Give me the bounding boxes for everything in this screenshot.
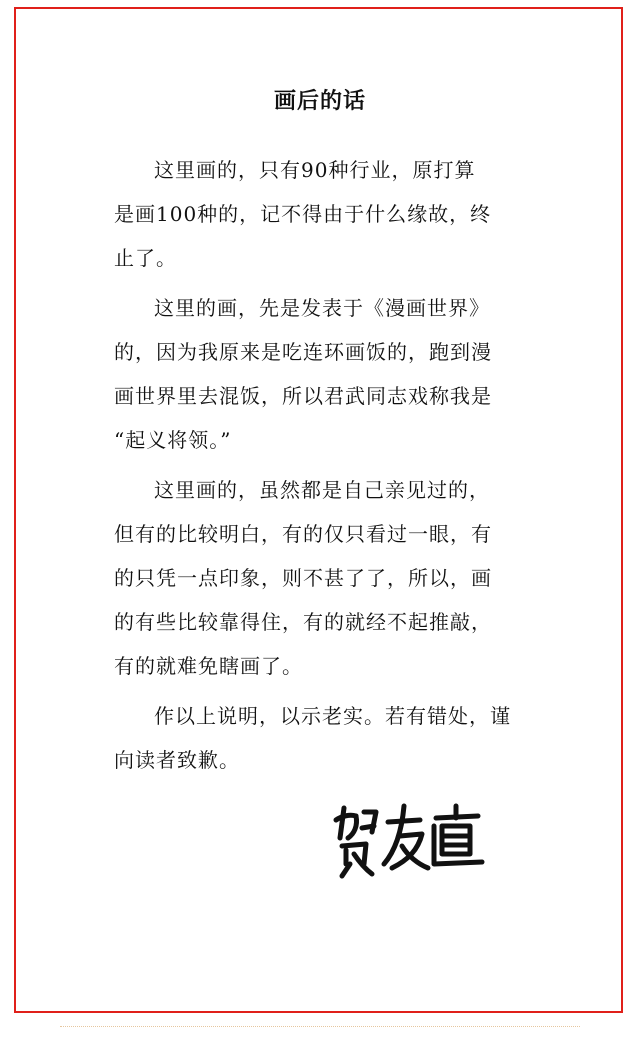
text-line: 但有的比较明白，有的仅只看过一眼，有 (114, 522, 492, 546)
text-line: 的，因为我原来是吃连环画饭的，跑到漫 (114, 340, 492, 364)
signature-image (328, 798, 488, 882)
text-line: “起义将领。” (114, 428, 232, 452)
paragraph-1 (114, 148, 534, 280)
text-line: 的只凭一点印象，则不甚了了，所以，画 (114, 566, 492, 590)
text-line: 的有些比较靠得住，有的就经不起推敲， (114, 610, 492, 634)
afterword-body (114, 148, 534, 788)
text-line: 这里的画，先是发表于《漫画世界》 (154, 296, 490, 320)
paragraph-4 (114, 694, 534, 782)
text-line: 是画100种的，记不得由于什么缘故，终 (114, 202, 492, 226)
text-line: 作以上说明，以示老实。若有错处，谨 (154, 704, 511, 728)
text-line: 有的就难免瞎画了。 (114, 654, 303, 678)
page-title: 画后的话 (273, 89, 366, 114)
paragraph-2 (114, 286, 534, 462)
text-line: 向读者致歉。 (114, 748, 240, 772)
text-line: 这里画的，虽然都是自己亲见过的， (154, 478, 490, 502)
text-line: 止了。 (114, 246, 177, 270)
text-line: 画世界里去混饭，所以君武同志戏称我是 (114, 384, 492, 408)
text-line: 这里画的，只有90种行业，原打算 (154, 158, 476, 182)
paragraph-3 (114, 468, 534, 688)
page-edge-divider (60, 1026, 580, 1029)
